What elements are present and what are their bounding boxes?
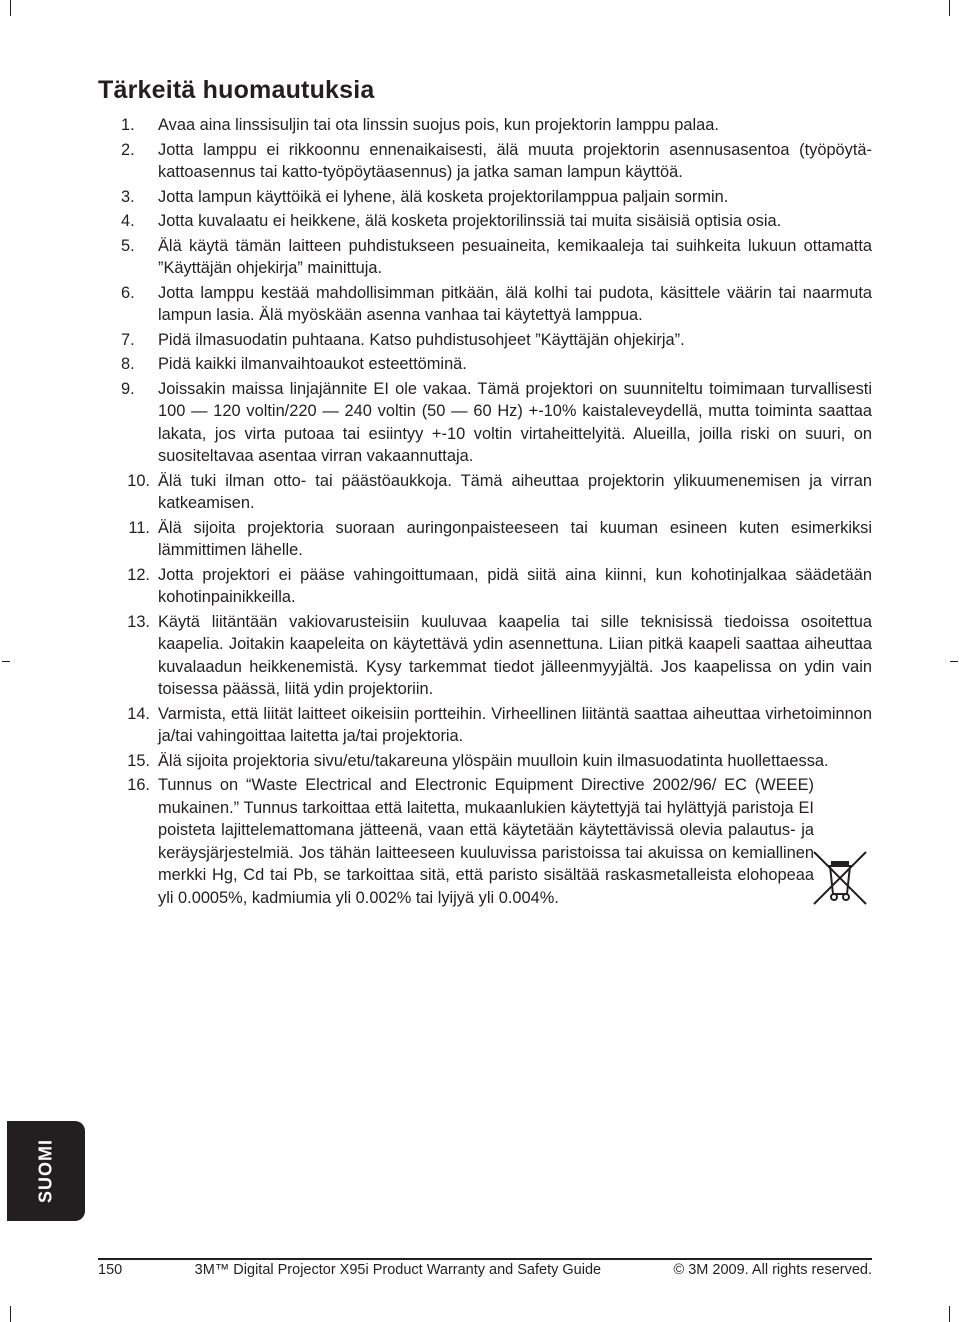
item-text: Joissakin maissa linjajännite EI ole vakaa. Tämä projektori on suunniteltu toimimaan turvallisesti 100 — 120 voltin/220 — 240 voltin (50 — 60 Hz) +-10% kaistaleveydellä, mutta toiminta saattaa lakata, jos virta putoaa tai esiintyy +-10 voltin virtaheittelyitä. Alueilla, joilla riski on suuri, on suositeltavaa asentaa virran vakaannuttaja. xyxy=(158,379,872,465)
item-text: Älä tuki ilman otto- tai päästöaukkoja. Tämä aiheuttaa projektorin ylikuumenemisen ja virran katkeamisen. xyxy=(158,471,872,512)
crop-mark xyxy=(10,1306,11,1322)
item-text: Pidä ilmasuodatin puhtaana. Katso puhdistusohjeet ”Käyttäjän ohjekirja”. xyxy=(158,330,685,349)
item-text: Käytä liitäntään vakiovarusteisiin kuuluvaa kaapelia tai sille teknisissä tiedoissa osoitettua kaapelia. Joitakin kaapeleita on käytettävä ydin asennettuna. Liian pitkä kaapeli saattaa aiheuttaa kuvalaadun heikkenemistä. Kysy tarkemmat tiedot jälleenmyyjältä. Jos kaapelissa on ydin vain toisessa päässä, liitä ydin projektoriin. xyxy=(158,612,872,698)
item-number: 14. xyxy=(127,704,150,723)
list-item xyxy=(0,329,960,352)
language-tab xyxy=(7,1121,85,1221)
item-number: 3. xyxy=(121,187,135,206)
item-text: Avaa aina linssisuljin tai ota linssin suojus pois, kun projektorin lamppu palaa. xyxy=(158,116,719,134)
item-number: 13. xyxy=(127,612,150,631)
item-text: Jotta kuvalaatu ei heikkene, älä kosketa projektorilinssiä tai muita sisäisiä optisia osia. xyxy=(158,212,782,230)
item-text: Pidä kaikki ilmanvaihtoaukot esteettöminä. xyxy=(158,355,467,373)
item-number: 11. xyxy=(128,518,150,537)
list-item xyxy=(0,517,960,562)
item-number: 8. xyxy=(121,355,135,373)
item-text: Varmista, että liität laitteet oikeisiin portteihin. Virheellinen liitäntä saattaa aiheuttaa virhetoiminnon ja/tai vahingoittaa laitetta ja/tai projektoria. xyxy=(158,704,872,745)
item-number: 15. xyxy=(127,751,150,770)
item-text: Jotta projektori ei pääse vahingoittumaan, pidä siitä aina kiinni, kun kohotinjalkaa säädetään kohotinpainikkeilla. xyxy=(158,565,872,606)
item-number: 7. xyxy=(121,330,135,349)
item-number: 10. xyxy=(127,471,150,490)
list-item xyxy=(0,139,960,184)
page-title: Tärkeitä huomautuksia xyxy=(98,76,375,104)
item-text: Tunnus on “Waste Electrical and Electronic Equipment Directive 2002/96/ EC (WEEE) mukainen.” Tunnus tarkoittaa että laitetta, mukaanlukien käytettyjä tai hylättyjä paristoja EI poisteta lajittelemattomana jätteenä, vaan että käytetään käytettävissä olevia palautus- ja keräysjärjestelmiä. Jos tähän laitteeseen kuuluvissa paristoissa tai akuissa on kemiallinen merkki Hg, Cd tai Pb, se tarkoittaa sitä, että paristo sisältää raskasmetalleista elohopeaa yli 0.0005%, kadmiumia yli 0.002% tai lyijyä yli 0.004%. xyxy=(158,776,814,907)
list-item xyxy=(0,470,960,515)
item-text: Älä sijoita projektoria suoraan auringonpaisteeseen tai kuuman esineen kuten esimerkiksi lämmittimen lähelle. xyxy=(158,518,872,559)
crop-mark xyxy=(949,1306,950,1322)
list-item xyxy=(0,210,960,233)
item-text: Älä sijoita projektoria sivu/etu/takareuna ylöspäin muulloin kuin ilmasuodatinta huollettaessa. xyxy=(158,751,829,770)
item-number: 6. xyxy=(121,283,135,302)
notes-list xyxy=(0,114,960,911)
product-name: 3M™ Digital Projector X95i Product Warranty and Safety Guide xyxy=(194,1262,602,1278)
item-number: 9. xyxy=(121,379,135,398)
list-item xyxy=(0,378,960,468)
page-number: 150 xyxy=(98,1262,123,1278)
copyright: © 3M 2009. All rights reserved. xyxy=(673,1262,872,1278)
footer-rule xyxy=(98,1258,872,1260)
list-item xyxy=(0,353,960,376)
item-text: Älä käytä tämän laitteen puhdistukseen pesuaineita, kemikaaleja tai suihkeita lukuun ottamatta ”Käyttäjän ohjekirja” mainittuja. xyxy=(158,236,872,277)
item-number: 4. xyxy=(121,212,135,230)
item-number: 16. xyxy=(127,776,150,794)
item-number: 5. xyxy=(121,236,135,255)
crop-mark xyxy=(949,0,950,16)
list-item xyxy=(0,611,960,701)
item-number: 2. xyxy=(121,140,135,159)
item-text: Jotta lamppu ei rikkoonnu ennenaikaisesti, älä muuta projektorin asennusasentoa (työpöytä-kattoasennus tai katto-työpöytäasennus) ja jatka saman lampun käyttöä. xyxy=(158,140,872,181)
list-item xyxy=(0,564,960,609)
item-text: Jotta lampun käyttöikä ei lyhene, älä kosketa projektorilamppua paljain sormin. xyxy=(158,187,729,206)
language-label: SUOMI xyxy=(35,1138,56,1204)
list-item xyxy=(0,186,960,209)
list-item xyxy=(0,750,960,773)
weee-bin-icon xyxy=(810,848,870,908)
item-number: 1. xyxy=(121,116,135,134)
list-item xyxy=(0,235,960,280)
list-item xyxy=(0,703,960,748)
list-item xyxy=(0,114,960,137)
crop-mark xyxy=(10,0,11,16)
footer xyxy=(98,1262,872,1278)
item-number: 12. xyxy=(127,565,150,584)
list-item xyxy=(0,282,960,327)
item-text: Jotta lamppu kestää mahdollisimman pitkään, älä kolhi tai pudota, käsittele väärin tai naarmuta lampun lasia. Älä myöskään asenna vanhaa tai käytettyä lamppua. xyxy=(158,283,872,324)
